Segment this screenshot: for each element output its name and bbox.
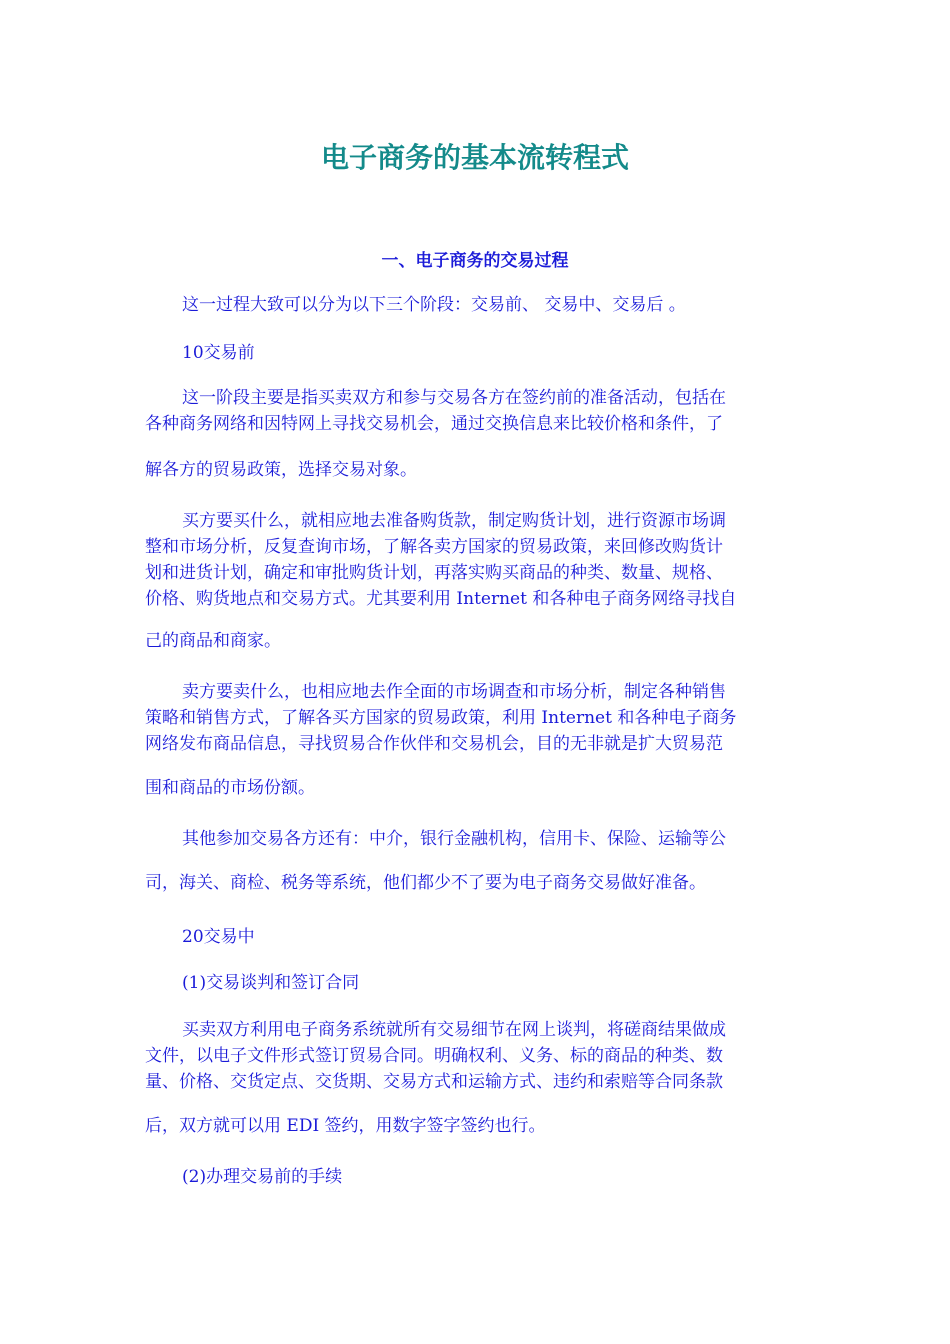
text-line: 各种商务网络和因特网上寻找交易机会，通过交换信息来比较价格和条件，了 xyxy=(145,414,723,434)
text-line: 买卖双方利用电子商务系统就所有交易细节在网上谈判，将磋商结果做成 xyxy=(182,1020,726,1040)
section-heading: 一、电子商务的交易过程 xyxy=(381,251,569,271)
text-line: 后，双方就可以用 EDI 签约，用数字签字签约也行。 xyxy=(145,1116,546,1136)
text-line: 解各方的贸易政策，选择交易对象。 xyxy=(145,460,417,480)
paragraph xyxy=(145,508,805,654)
text-line: 这一过程大致可以分为以下三个阶段：交易前、 交易中、交易后 。 xyxy=(182,295,686,315)
text-line: 量、价格、交货定点、交货期、交易方式和运输方式、违约和索赔等合同条款 xyxy=(145,1072,723,1092)
text-line: 文件，以电子文件形式签订贸易合同。明确权利、义务、标的商品的种类、数 xyxy=(145,1046,723,1066)
subheading xyxy=(145,1164,805,1190)
text-line: (1)交易谈判和签订合同 xyxy=(182,973,360,993)
text-line: 20交易中 xyxy=(182,927,255,947)
text-line: 其他参加交易各方还有：中介，银行金融机构，信用卡、保险、运输等公 xyxy=(182,829,726,849)
text-line: 10交易前 xyxy=(182,343,255,363)
text-line: 划和进货计划，确定和审批购货计划，再落实购买商品的种类、数量、规格、 xyxy=(145,563,723,583)
text-line: (2)办理交易前的手续 xyxy=(182,1167,343,1187)
paragraph xyxy=(145,1017,805,1139)
paragraph xyxy=(145,385,805,483)
subheading xyxy=(145,924,805,950)
text-line: 司，海关、商检、税务等系统，他们都少不了要为电子商务交易做好准备。 xyxy=(145,873,706,893)
text-line: 围和商品的市场份额。 xyxy=(145,778,315,798)
text-line: 整和市场分析，反复查询市场，了解各卖方国家的贸易政策，来回修改购货计 xyxy=(145,537,723,557)
text-line: 网络发布商品信息，寻找贸易合作伙伴和交易机会，目的无非就是扩大贸易范 xyxy=(145,734,723,754)
text-line: 卖方要卖什么，也相应地去作全面的市场调查和市场分析，制定各种销售 xyxy=(182,682,726,702)
paragraph xyxy=(145,679,805,801)
subheading xyxy=(145,970,805,996)
paragraph xyxy=(145,826,805,896)
text-line: 买方要买什么，就相应地去准备购货款，制定购货计划，进行资源市场调 xyxy=(182,511,726,531)
subheading xyxy=(145,340,805,366)
text-line: 己的商品和商家。 xyxy=(145,631,281,651)
document-title: 电子商务的基本流转程式 xyxy=(320,141,629,174)
text-line: 这一阶段主要是指买卖双方和参与交易各方在签约前的准备活动，包括在 xyxy=(182,388,726,408)
paragraph xyxy=(145,292,805,318)
text-line: 策略和销售方式，了解各买方国家的贸易政策，利用 Internet 和各种电子商务 xyxy=(145,708,737,728)
text-line: 价格、购货地点和交易方式。尤其要利用 Internet 和各种电子商务网络寻找自 xyxy=(145,589,737,609)
